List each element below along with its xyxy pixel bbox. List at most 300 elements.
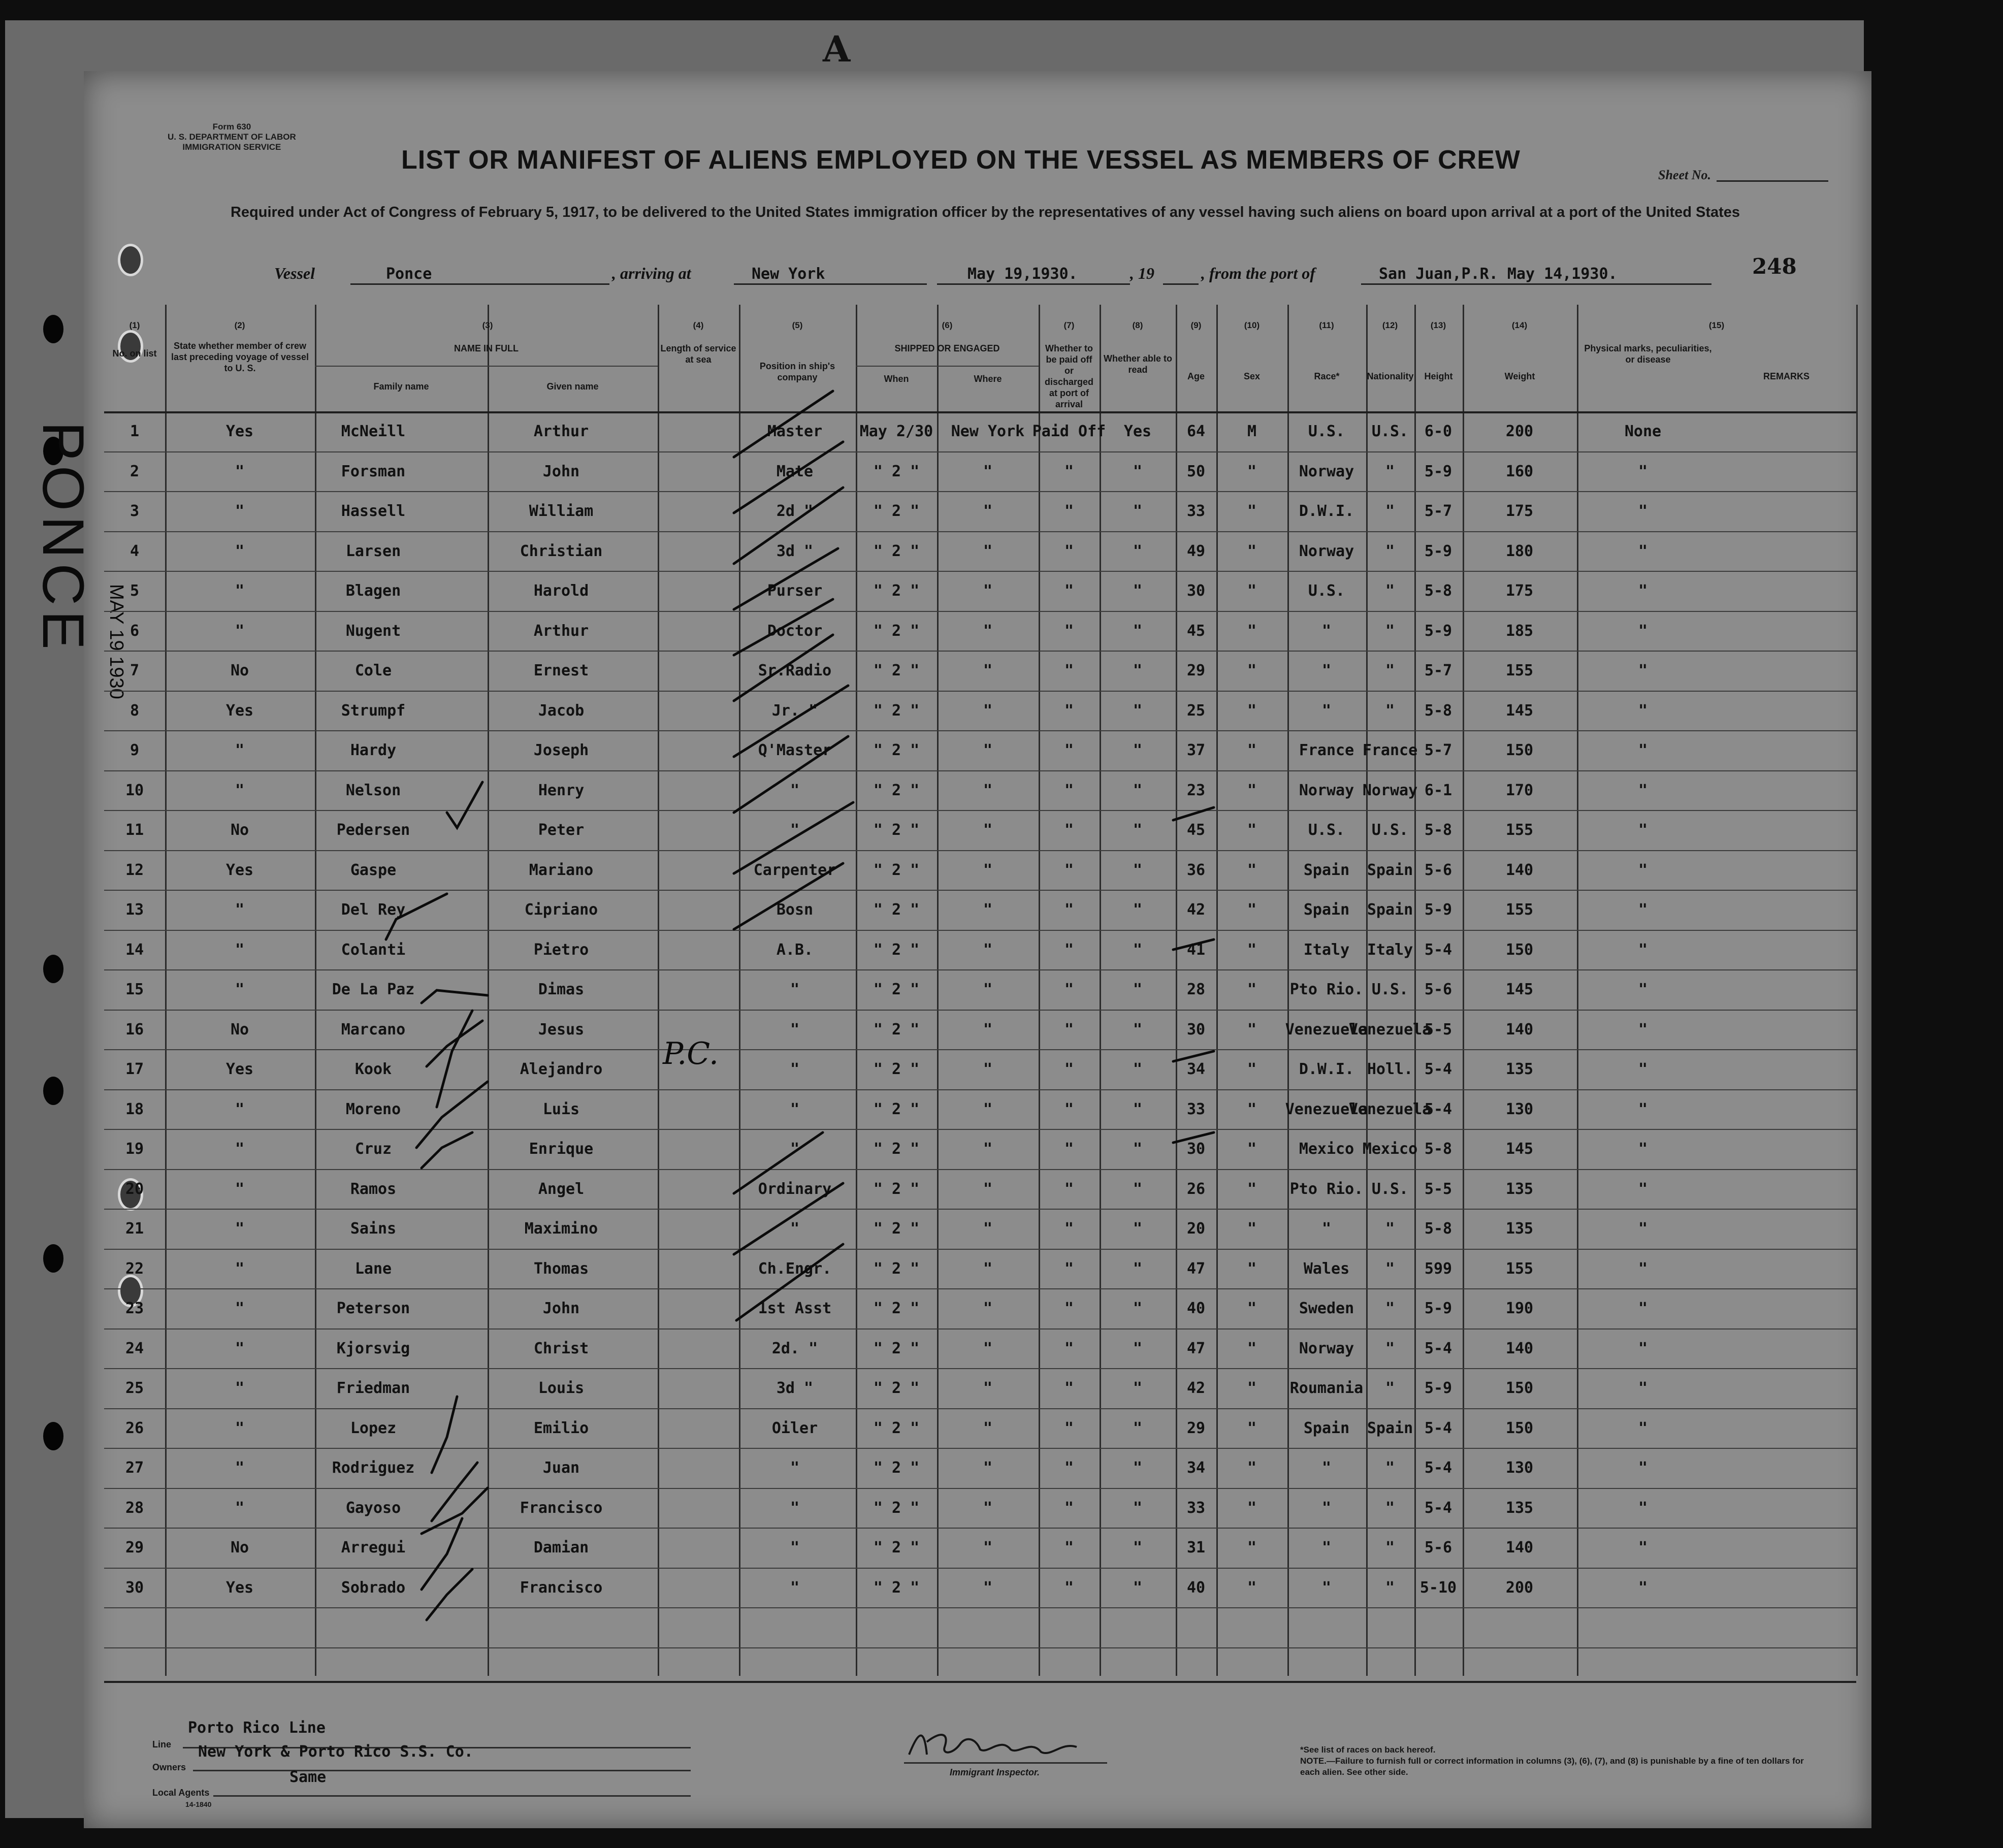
column-number: (9): [1190, 320, 1202, 330]
sex: ": [1247, 1180, 1257, 1198]
given-name: Pietro: [533, 941, 589, 959]
sex: ": [1247, 1259, 1257, 1278]
position: ": [790, 821, 800, 839]
member-status: ": [235, 462, 245, 480]
row-number: 10: [125, 781, 144, 799]
paid-off: ": [1064, 1220, 1074, 1238]
paid-off: ": [1064, 861, 1074, 879]
position: ": [790, 981, 800, 998]
height: 5-9: [1424, 1300, 1452, 1317]
shipped-when: " 2 ": [873, 1259, 920, 1278]
race: Sweden: [1299, 1300, 1354, 1317]
shipped-when: " 2 ": [873, 502, 920, 520]
footnote-races: *See list of races on back hereof.: [1300, 1745, 1436, 1755]
race: Wales: [1303, 1259, 1350, 1278]
sex: ": [1247, 1300, 1257, 1317]
paid-off: ": [1064, 1379, 1074, 1397]
shipped-when: " 2 ": [873, 1459, 920, 1477]
family-name: Hardy: [350, 741, 397, 759]
family-name: Pedersen: [336, 821, 410, 839]
race: ": [1321, 622, 1332, 640]
shipped-where: ": [983, 901, 993, 919]
row-number: 21: [125, 1220, 144, 1238]
position: Oiler: [771, 1419, 818, 1437]
height: 5-4: [1424, 1100, 1452, 1118]
race: Pto Rio.: [1289, 981, 1364, 998]
header-state-member: State whether member of crew last preceding voyage of vessel to U. S.: [171, 341, 309, 373]
header-weight: Weight: [1504, 371, 1535, 381]
nationality: ": [1385, 622, 1395, 640]
sex: ": [1247, 821, 1257, 839]
member-status: Yes: [225, 423, 254, 440]
shipped-where: ": [983, 662, 993, 679]
paid-off: ": [1064, 1100, 1074, 1118]
given-name: Angel: [538, 1180, 585, 1198]
age: 30: [1186, 1020, 1206, 1039]
member-status: ": [235, 1180, 245, 1198]
sex: ": [1247, 1459, 1257, 1477]
nationality: France: [1362, 741, 1418, 759]
sex: ": [1247, 1419, 1257, 1437]
race: Spain: [1303, 861, 1350, 879]
shipped-when: " 2 ": [873, 1379, 920, 1397]
physical-marks: ": [1638, 1499, 1648, 1517]
member-status: ": [235, 1419, 245, 1437]
able-to-read: ": [1133, 1539, 1143, 1557]
able-to-read: ": [1133, 582, 1143, 600]
nationality: ": [1385, 1300, 1395, 1317]
family-name: Cole: [354, 662, 392, 679]
row-number: 27: [125, 1459, 144, 1477]
race: Roumania: [1289, 1379, 1364, 1397]
shipped-when: " 2 ": [873, 741, 920, 759]
nationality: ": [1385, 462, 1395, 480]
row-number: 11: [125, 821, 144, 839]
height: 5-9: [1424, 1379, 1452, 1397]
height: 5-5: [1424, 1020, 1452, 1039]
checkmark: [416, 1082, 488, 1148]
height: 5-6: [1424, 981, 1452, 998]
age: 50: [1186, 462, 1206, 480]
position: ": [790, 1100, 800, 1118]
sex: ": [1247, 781, 1257, 799]
age: 42: [1186, 1379, 1206, 1397]
able-to-read: ": [1133, 1578, 1143, 1597]
height: 5-4: [1424, 1060, 1452, 1078]
race: U.S.: [1308, 821, 1345, 839]
age: 30: [1186, 582, 1206, 600]
able-to-read: ": [1133, 861, 1143, 879]
header-when: When: [884, 374, 909, 384]
family-name: Moreno: [345, 1100, 401, 1118]
physical-marks: ": [1638, 1060, 1648, 1078]
weight: 130: [1505, 1100, 1534, 1118]
row-number: 14: [125, 941, 144, 959]
row-number: 9: [130, 741, 140, 759]
from-port-label: , from the port of: [1201, 264, 1315, 282]
member-status: ": [235, 1339, 245, 1357]
nationality: Mexico: [1362, 1140, 1418, 1158]
sex: ": [1247, 1539, 1257, 1557]
given-name: Joseph: [533, 741, 589, 759]
shipped-when: " 2 ": [873, 701, 920, 720]
column-number: (6): [942, 320, 953, 330]
shipped-when: " 2 ": [873, 821, 920, 839]
sex: ": [1247, 1020, 1257, 1039]
member-status: ": [235, 582, 245, 600]
header-family-name: Family name: [373, 381, 429, 392]
shipped-when: " 2 ": [873, 1339, 920, 1357]
weight: 150: [1505, 741, 1534, 759]
given-name: Cipriano: [524, 901, 598, 919]
header-remarks: REMARKS: [1763, 371, 1810, 381]
able-to-read: ": [1133, 1100, 1143, 1118]
sex: ": [1247, 1140, 1257, 1158]
weight: 200: [1505, 1578, 1534, 1597]
able-to-read: ": [1133, 1220, 1143, 1238]
row-number: 8: [130, 701, 140, 720]
able-to-read: ": [1133, 741, 1143, 759]
date-stamp: MAY 19 1930: [106, 584, 127, 699]
department-name: U. S. DEPARTMENT OF LABOR: [168, 132, 296, 142]
paid-off: ": [1064, 781, 1074, 799]
sex: ": [1247, 1100, 1257, 1118]
race: ": [1321, 1499, 1332, 1517]
position: Master: [767, 423, 823, 440]
row-number: 1: [130, 423, 140, 440]
member-status: ": [235, 781, 245, 799]
age: 34: [1186, 1060, 1206, 1078]
shipped-when: " 2 ": [873, 1539, 920, 1557]
shipped-when: " 2 ": [873, 1180, 920, 1198]
shipped-when: " 2 ": [873, 781, 920, 799]
sex: ": [1247, 1499, 1257, 1517]
sex: ": [1247, 542, 1257, 560]
weight: 180: [1505, 542, 1534, 560]
family-name: De La Paz: [332, 981, 415, 998]
given-name: Christian: [520, 542, 603, 560]
given-name: Alejandro: [520, 1060, 603, 1078]
member-status: ": [235, 1259, 245, 1278]
form-code: 14-1840: [185, 1800, 212, 1808]
physical-marks: ": [1638, 701, 1648, 720]
member-status: No: [230, 821, 249, 839]
strike-mark: [1173, 1132, 1214, 1143]
age: 29: [1186, 1419, 1206, 1437]
family-name: Strumpf: [341, 701, 406, 720]
given-name: Henry: [538, 781, 585, 799]
able-to-read: ": [1133, 462, 1143, 480]
row-number: 24: [125, 1339, 144, 1357]
age: 26: [1186, 1180, 1206, 1198]
physical-marks: ": [1638, 542, 1648, 560]
sex: ": [1247, 1339, 1257, 1357]
member-status: ": [235, 1220, 245, 1238]
column-number: (2): [234, 320, 245, 330]
weight: 150: [1505, 941, 1534, 959]
weight: 155: [1505, 662, 1534, 679]
paid-off: ": [1064, 1539, 1074, 1557]
age: 42: [1186, 901, 1206, 919]
family-name: McNeill: [341, 423, 406, 440]
position: Bosn: [776, 901, 814, 919]
weight: 175: [1505, 582, 1534, 600]
nationality: Spain: [1367, 1419, 1413, 1437]
vessel-stamp: PONCE: [30, 422, 95, 655]
nationality: ": [1385, 582, 1395, 600]
given-name: Arthur: [533, 622, 589, 640]
paid-off: ": [1064, 1339, 1074, 1357]
weight: 145: [1505, 701, 1534, 720]
position: Ordinary: [758, 1180, 832, 1198]
weight: 190: [1505, 1300, 1534, 1317]
vessel-label: Vessel: [274, 264, 315, 282]
able-to-read: ": [1133, 1180, 1143, 1198]
page-subtitle: Required under Act of Congress of February 5, 1917, to be delivered to the United States immigration officer by the representatives of any vessel having such aliens on board upon arrival at a port of the United States: [230, 204, 1740, 220]
paid-off: ": [1064, 1180, 1074, 1198]
nationality: U.S.: [1371, 1180, 1409, 1198]
shipped-where: ": [983, 1060, 993, 1078]
paid-off: ": [1064, 981, 1074, 998]
age: 34: [1186, 1459, 1206, 1477]
race: Venezuela: [1285, 1100, 1368, 1118]
sex: ": [1247, 861, 1257, 879]
strike-mark: [1173, 939, 1214, 950]
pencil-slash: [734, 635, 833, 701]
shipped-where: ": [983, 462, 993, 480]
race: ": [1321, 1220, 1332, 1238]
nationality: ": [1385, 502, 1395, 520]
physical-marks: None: [1624, 423, 1662, 440]
row-number: 5: [130, 582, 140, 600]
able-to-read: ": [1133, 1020, 1143, 1039]
nationality: U.S.: [1371, 821, 1409, 839]
checkmark: [422, 1488, 488, 1534]
column-number: (15): [1708, 320, 1725, 330]
physical-marks: ": [1638, 1259, 1648, 1278]
age: 47: [1186, 1339, 1206, 1357]
age: 40: [1186, 1578, 1206, 1597]
weight: 135: [1505, 1220, 1534, 1238]
pencil-slash: [734, 802, 853, 873]
paid-off: ": [1064, 582, 1074, 600]
header-where: Where: [974, 374, 1002, 384]
shipped-when: " 2 ": [873, 582, 920, 600]
height: 5-9: [1424, 622, 1452, 640]
position: Doctor: [767, 622, 823, 640]
nationality: Venezuela: [1348, 1020, 1432, 1039]
header-given-name: Given name: [546, 381, 599, 392]
family-name: Forsman: [341, 462, 406, 480]
nationality: ": [1385, 1259, 1395, 1278]
able-to-read: ": [1133, 1379, 1143, 1397]
family-name: Gaspe: [350, 861, 397, 879]
weight: 160: [1505, 462, 1534, 480]
height: 5-8: [1424, 1140, 1452, 1158]
handwritten-annotation: P.C.: [663, 1036, 719, 1072]
pencil-slash: [734, 1183, 843, 1254]
owners-label: Owners: [152, 1762, 186, 1772]
physical-marks: ": [1638, 981, 1648, 998]
given-name: Dimas: [538, 981, 585, 998]
sex: ": [1247, 941, 1257, 959]
weight: 175: [1505, 502, 1534, 520]
physical-marks: ": [1638, 781, 1648, 799]
member-status: ": [235, 941, 245, 959]
given-name: Thomas: [533, 1259, 589, 1278]
shipped-where: ": [983, 502, 993, 520]
column-number: (8): [1132, 320, 1143, 330]
paid-off: ": [1064, 662, 1074, 679]
checkmark: [427, 1569, 472, 1620]
row-number: 16: [125, 1020, 144, 1039]
age: 33: [1186, 502, 1206, 520]
column-number: (14): [1511, 320, 1528, 330]
race: ": [1321, 1578, 1332, 1597]
member-status: ": [235, 1499, 245, 1517]
shipped-where: ": [983, 622, 993, 640]
height: 5-8: [1424, 701, 1452, 720]
given-name: Francisco: [520, 1499, 603, 1517]
height: 5-6: [1424, 1539, 1452, 1557]
sex: ": [1247, 622, 1257, 640]
paid-off: Paid Off: [1032, 423, 1106, 440]
given-name: Maximino: [524, 1220, 598, 1238]
age: 33: [1186, 1499, 1206, 1517]
nationality: ": [1385, 701, 1395, 720]
paid-off: ": [1064, 502, 1074, 520]
family-name: Rodriguez: [332, 1459, 415, 1477]
race: ": [1321, 662, 1332, 679]
member-status: ": [235, 741, 245, 759]
age: 25: [1186, 701, 1206, 720]
paid-off: ": [1064, 622, 1074, 640]
physical-marks: ": [1638, 1379, 1648, 1397]
paid-off: ": [1064, 1300, 1074, 1317]
physical-marks: ": [1638, 861, 1648, 879]
line-label: Line: [152, 1739, 172, 1749]
sex: ": [1247, 462, 1257, 480]
given-name: Ernest: [533, 662, 589, 679]
position: ": [790, 1578, 800, 1597]
shipped-when: " 2 ": [873, 1419, 920, 1437]
physical-marks: ": [1638, 821, 1648, 839]
given-name: Damian: [533, 1539, 589, 1557]
height: 5-4: [1424, 1499, 1452, 1517]
shipped-when: " 2 ": [873, 662, 920, 679]
age: 49: [1186, 542, 1206, 560]
row-number: 12: [125, 861, 144, 879]
height: 5-10: [1419, 1578, 1457, 1597]
physical-marks: ": [1638, 1220, 1648, 1238]
weight: 135: [1505, 1499, 1534, 1517]
shipped-when: " 2 ": [873, 622, 920, 640]
race: U.S.: [1308, 423, 1345, 440]
row-number: 20: [125, 1180, 144, 1198]
column-number: (1): [129, 320, 140, 330]
age: 64: [1186, 423, 1206, 440]
checkmark: [422, 1132, 472, 1168]
sex: ": [1247, 981, 1257, 998]
member-status: ": [235, 1100, 245, 1118]
height: 5-4: [1424, 1459, 1452, 1477]
family-name: Larsen: [345, 542, 401, 560]
race: Venezuela: [1285, 1020, 1368, 1039]
sex: ": [1247, 582, 1257, 600]
given-name: Emilio: [533, 1419, 589, 1437]
height: 6-0: [1424, 423, 1452, 440]
weight: 185: [1505, 622, 1534, 640]
able-to-read: ": [1133, 1060, 1143, 1078]
header-age: Age: [1187, 371, 1205, 381]
agents-value: Same: [289, 1768, 327, 1786]
physical-marks: ": [1638, 1419, 1648, 1437]
physical-marks: ": [1638, 462, 1648, 480]
position: ": [790, 1020, 800, 1039]
member-status: Yes: [225, 1578, 254, 1597]
age: 45: [1186, 821, 1206, 839]
family-name: Peterson: [336, 1300, 410, 1317]
row-number: 25: [125, 1379, 144, 1397]
nationality: ": [1385, 662, 1395, 679]
row-number: 18: [125, 1100, 144, 1118]
shipped-where: ": [983, 582, 993, 600]
shipped-where: ": [983, 781, 993, 799]
race: D.W.I.: [1299, 1060, 1354, 1078]
nationality: ": [1385, 1379, 1395, 1397]
row-number: 2: [130, 462, 140, 480]
row-number: 26: [125, 1419, 144, 1437]
age: 47: [1186, 1259, 1206, 1278]
physical-marks: ": [1638, 1020, 1648, 1039]
checkmark: [437, 1011, 472, 1107]
nationality: ": [1385, 1459, 1395, 1477]
family-name: Blagen: [345, 582, 401, 600]
weight: 145: [1505, 981, 1534, 998]
physical-marks: ": [1638, 662, 1648, 679]
family-name: Lopez: [350, 1419, 397, 1437]
height: 5-9: [1424, 462, 1452, 480]
race: France: [1299, 741, 1354, 759]
family-name: Colanti: [341, 941, 406, 959]
physical-marks: ": [1638, 1539, 1648, 1557]
shipped-where: ": [983, 1379, 993, 1397]
family-name: Del Rey: [341, 901, 406, 919]
inspector-label: Immigrant Inspector.: [950, 1767, 1040, 1777]
shipped-where: New York: [951, 423, 1025, 440]
position: Jr. ": [771, 701, 818, 720]
age: 40: [1186, 1300, 1206, 1317]
row-number: 19: [125, 1140, 144, 1158]
header-paid-off: Whether to be paid off or discharged at port of arrival: [1044, 343, 1094, 409]
pencil-slash: [734, 736, 848, 813]
paid-off: ": [1064, 701, 1074, 720]
weight: 140: [1505, 1539, 1534, 1557]
given-name: Luis: [542, 1100, 580, 1118]
shipped-where: ": [983, 1539, 993, 1557]
paid-off: ": [1064, 1459, 1074, 1477]
column-number: (4): [693, 320, 704, 330]
paid-off: ": [1064, 941, 1074, 959]
shipped-when: May 2/30: [859, 423, 933, 440]
position: ": [790, 1499, 800, 1517]
position: Ch.Engr.: [758, 1259, 832, 1278]
row-number: 3: [130, 502, 140, 520]
family-name: Nelson: [345, 781, 401, 799]
row-number: 15: [125, 981, 144, 998]
page-number: 248: [1752, 254, 1797, 279]
family-name: Hassell: [341, 502, 406, 520]
